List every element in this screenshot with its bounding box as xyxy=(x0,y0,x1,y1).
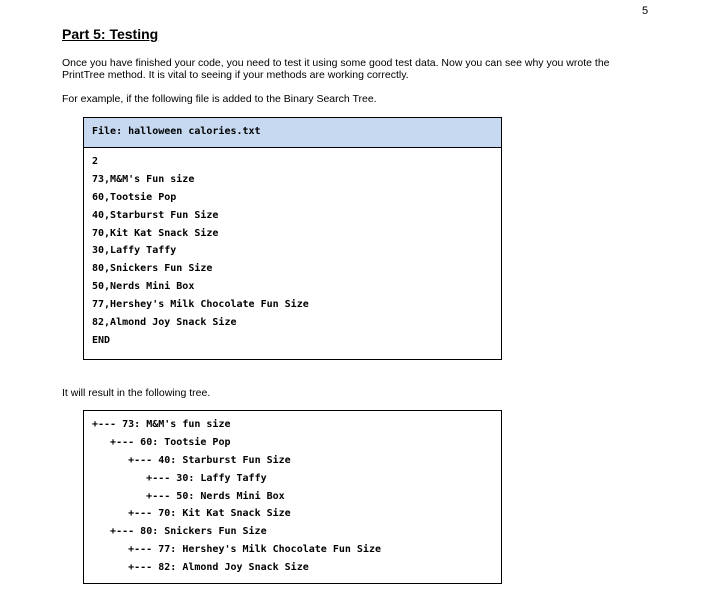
file-line: 80,Snickers Fun Size xyxy=(92,263,213,275)
tree-node-label: 73: M&M's fun size xyxy=(122,419,231,430)
result-paragraph: It will result in the following tree. xyxy=(62,387,211,399)
intro-paragraph: Once you have finished your code, you need to test it using some good test data. Now you can see why you wrote the PrintTree method. It is vital to seeing if your methods are working correctly. xyxy=(62,57,610,81)
tree-node-label: 80: Snickers Fun Size xyxy=(140,526,267,538)
tree-branch-prefix: +--- xyxy=(92,436,141,448)
file-line: END xyxy=(92,334,111,346)
example-paragraph: For example, if the following file is added to the Binary Search Tree. xyxy=(62,93,377,105)
page-number: 5 xyxy=(642,5,649,17)
tree-lines xyxy=(84,411,501,577)
tree-line xyxy=(92,541,501,559)
tree-line xyxy=(92,470,501,488)
tree-node-label: 82: Almond Joy Snack Size xyxy=(158,562,309,574)
file-line: 77,Hershey's Milk Chocolate Fun Size xyxy=(92,299,309,311)
file-lines xyxy=(84,148,501,350)
tree-branch-prefix: +--- xyxy=(92,508,159,520)
tree-line xyxy=(92,434,501,452)
tree-output-box xyxy=(83,410,502,584)
tree-node-label: 70: Kit Kat Snack Size xyxy=(158,508,291,520)
file-header: File: halloween calories.txt xyxy=(84,118,501,148)
tree-branch-prefix: +--- xyxy=(92,472,177,484)
tree-line xyxy=(92,505,501,523)
file-line: 2 xyxy=(92,156,99,167)
file-line: 82,Almond Joy Snack Size xyxy=(92,317,237,329)
tree-branch-prefix: +--- xyxy=(92,490,177,502)
file-line: 30,Laffy Taffy xyxy=(92,245,177,257)
tree-line xyxy=(92,488,501,506)
tree-line xyxy=(92,559,501,577)
tree-line xyxy=(92,416,501,434)
tree-node-label: 40: Starburst Fun Size xyxy=(158,454,291,466)
section-heading: Part 5: Testing xyxy=(62,26,159,42)
file-line: 73,M&M's Fun size xyxy=(92,173,195,185)
file-line: 70,Kit Kat Snack Size xyxy=(92,227,219,239)
tree-branch-prefix: +--- xyxy=(92,562,159,574)
tree-line xyxy=(92,523,501,541)
tree-branch-prefix: +--- xyxy=(92,544,159,556)
tree-node-label: 50: Nerds Mini Box xyxy=(176,490,285,502)
file-line: 40,Starburst Fun Size xyxy=(92,209,219,221)
tree-branch-prefix: +--- xyxy=(92,419,123,430)
tree-line xyxy=(92,452,501,470)
tree-node-label: 30: Laffy Taffy xyxy=(176,472,267,484)
file-line: 60,Tootsie Pop xyxy=(92,191,177,203)
tree-node-label: 60: Tootsie Pop xyxy=(140,436,231,448)
tree-node-label: 77: Hershey's Milk Chocolate Fun Size xyxy=(158,544,381,556)
tree-branch-prefix: +--- xyxy=(92,526,141,538)
tree-branch-prefix: +--- xyxy=(92,454,159,466)
file-line: 50,Nerds Mini Box xyxy=(92,281,195,293)
file-listing-box xyxy=(83,117,502,360)
